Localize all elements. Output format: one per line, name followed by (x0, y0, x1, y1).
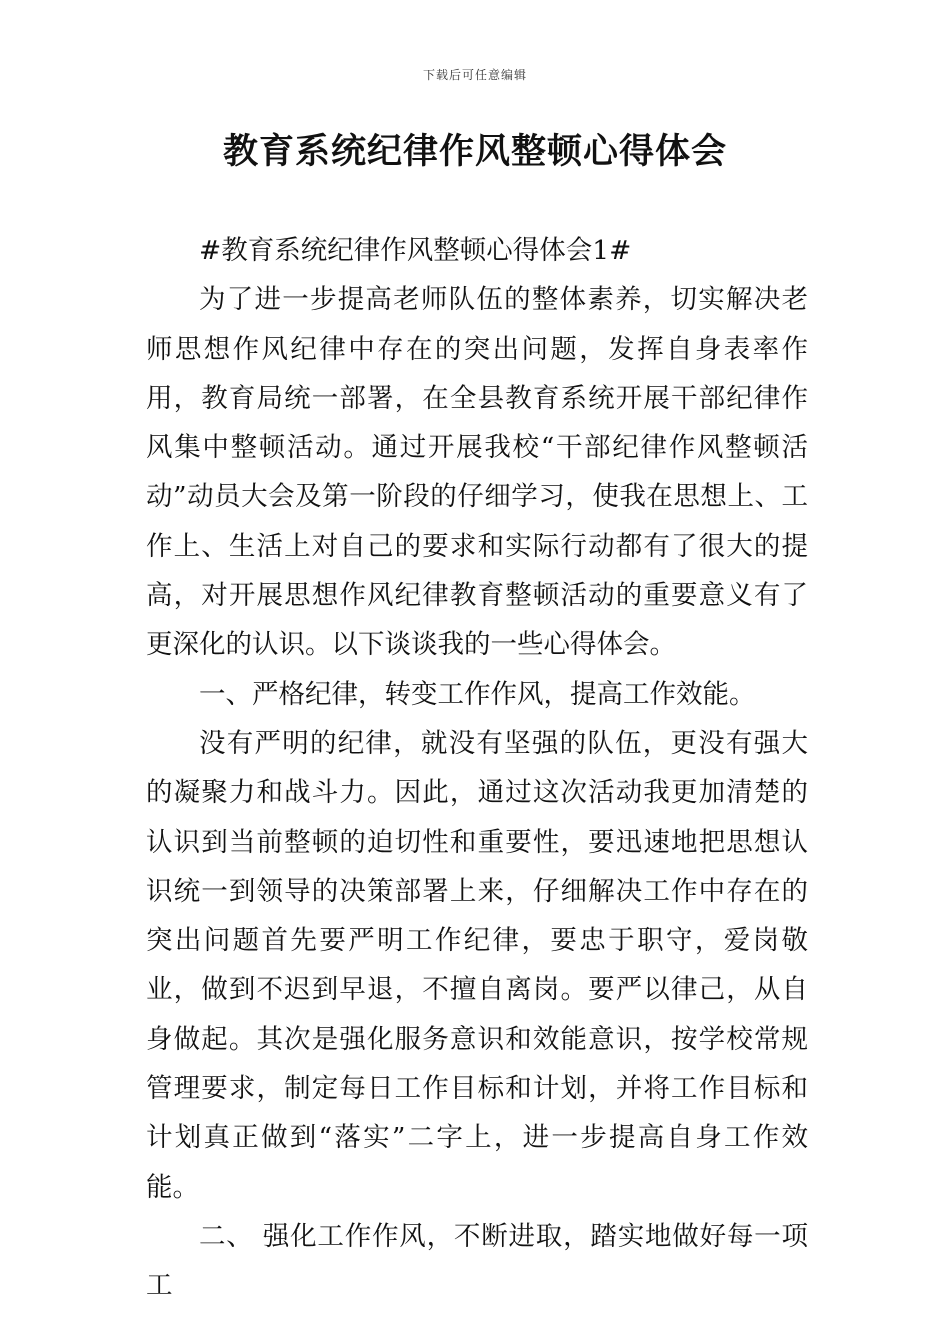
document-body (146, 226, 808, 1311)
header-note: 下载后可任意编辑 (422, 68, 527, 82)
document-title: 教育系统纪律作风整顿心得体会 (222, 131, 727, 172)
body-paragraph: 没有严明的纪律，就没有坚强的队伍，更没有强大的凝聚力和战斗力。因此，通过这次活动我更加清楚的认识到当前整顿的迫切性和重要性，要迅速地把思想认识统一到领导的决策部署上来，仔细解决工作中存在的突出问题首先要严明工作纪律，要忠于职守，爱岗敬业，做到不迟到早退，不擅自离岗。要严以律己，从自身做起。其次是强化服务意识和效能意识，按学校常规管理要求，制定每日工作目标和计划，并将工作目标和计划真正做到“落实”二字上，进一步提高自身工作效能。 (146, 727, 808, 1203)
section-heading-2: 一、严格纪律，转变工作作风，提高工作效能。 (199, 678, 756, 710)
section-heading-3: 二、 强化工作作风，不断进取，踏实地做好每一项工 (146, 1220, 808, 1302)
section-heading-1: #教育系统纪律作风整顿心得体会1# (199, 235, 632, 266)
body-paragraph: 为了进一步提高老师队伍的整体素养，切实解决老师思想作风纪律中存在的突出问题，发挥自身表率作用，教育局统一部署，在全县教育系统开展干部纪律作风集中整顿活动。通过开展我校“干部纪律作风整顿活动”动员大会及第一阶段的仔细学习，使我在思想上、工作上、生活上对自己的要求和实际行动都有了很大的提高，对开展思想作风纪律教育整顿活动的重要意义有了更深化的认识。以下谈谈我的一些心得体会。 (146, 284, 808, 661)
